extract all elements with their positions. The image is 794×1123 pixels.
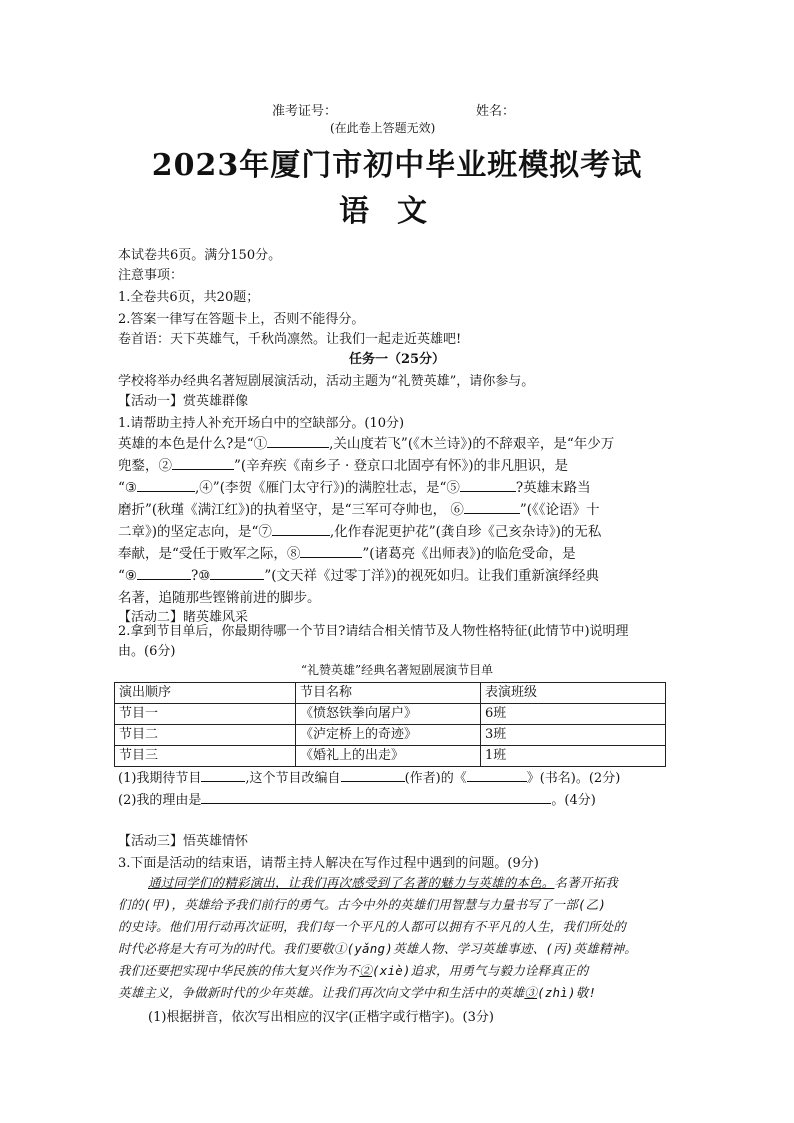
- answer-note: (在此卷上答题无效): [330, 121, 436, 135]
- blank-2[interactable]: [172, 457, 234, 470]
- activity2-heading: 【活动二】睹英雄风采: [118, 610, 249, 625]
- passage-line-6: 英雄主义，争做新时代的少年英雄。让我们再次向文学中和生活中的英雄③(zhì)敬!: [118, 985, 597, 1000]
- intro-line-2: 注意事项：: [118, 268, 184, 283]
- blank-author[interactable]: [341, 769, 405, 782]
- fill-line-4: 磨折”(秋瑾《满江红》)的执着坚守，是“三军可夺帅也， ⑥ ”(《《论语》十: [118, 502, 600, 518]
- question-3: 3.下面是活动的结束语，请帮主持人解决在写作过程中遇到的问题。(9分): [118, 856, 539, 871]
- fill-line-1: 英雄的本色是什么?是“① ,关山度若飞”(《木兰诗》)的不辞艰辛，是“年少万: [118, 436, 615, 452]
- intro-line-3: 1.全卷共6页，共20题；: [118, 290, 260, 305]
- table-cell: 节目二: [115, 725, 296, 746]
- activity3-heading: 【活动三】悟英雄情怀: [118, 834, 249, 849]
- fill-line-3: “③ ,④”(李贺《雁门太守行》)的满腔壮志，是“⑤ ?英雄末路当: [118, 480, 591, 496]
- table-cell: 1班: [481, 746, 666, 767]
- table-cell: 6班: [481, 704, 666, 725]
- intro-line-5: 卷首语：天下英雄气，千秋尚凛然。让我们一起走近英雄吧!: [118, 332, 462, 347]
- question-2-line-1: 2.拿到节目单后，你最期待哪一个节目?请结合相关情节及人物性格特征(此情节中)说明理: [118, 624, 629, 639]
- answer-line-1: (1)我期待节目 ,这个节目改编自 (作者)的《 》(书名)。(2分): [118, 771, 621, 786]
- intro-line-1: 本试卷共6页。满分150分。: [118, 248, 282, 263]
- question-1: 1.请帮助主持人补充开场白中的空缺部分。(10分): [118, 416, 405, 431]
- blank-9[interactable]: [137, 567, 191, 580]
- blank-1[interactable]: [267, 435, 329, 448]
- table-row: [115, 704, 666, 725]
- header-cell: 节目名称: [296, 683, 481, 704]
- table-cell: 节目一: [115, 704, 296, 725]
- table-cell: 《愤怒铁拳向屠户》: [296, 704, 481, 725]
- passage-line-4: 时代必将是大有可为的时代。我们要敬①(yǎng)英雄人物、学习英雄事迹、(丙)英雄精神。: [118, 941, 638, 956]
- table-cell: 《泸定桥上的奇迹》: [296, 725, 481, 746]
- blank-7[interactable]: [272, 523, 330, 536]
- answer-line-2: (2)我的理由是 。(4分): [118, 793, 596, 808]
- passage-line-2: 们的(甲)，英雄给予我们前行的勇气。古今中外的英雄们用智慧与力量书写了一部(乙): [118, 897, 607, 912]
- blank-3[interactable]: [137, 479, 195, 492]
- subject-title: 语文: [339, 194, 455, 229]
- blank-program[interactable]: [201, 769, 245, 782]
- task1-title: 任务一（25分）: [348, 352, 446, 367]
- sub-question-1: (1)根据拼音，依次写出相应的汉字(正楷字或行楷字)。(3分): [148, 1010, 494, 1025]
- name-label: 姓名：: [476, 104, 516, 119]
- table-cell: 节目三: [115, 746, 296, 767]
- blank-10[interactable]: [210, 567, 264, 580]
- blank-reason[interactable]: [201, 791, 551, 804]
- fill-line-7: “⑨ ?⑩ ”(文天祥《过零丁洋》)的视死如归。让我们重新演绎经典: [118, 568, 600, 584]
- header-cell: 演出顺序: [115, 683, 296, 704]
- table-caption: “礼赞英雄”经典名著短剧展演节目单: [300, 663, 494, 677]
- blank-book[interactable]: [467, 769, 527, 782]
- program-table: [114, 682, 666, 767]
- exam-number-label: 准考证号：: [272, 104, 338, 119]
- blank-6[interactable]: [464, 501, 520, 514]
- blank-5[interactable]: [460, 479, 516, 492]
- task1-intro: 学校将举办经典名著短剧展演活动，活动主题为“礼赞英雄”，请你参与。: [118, 374, 535, 389]
- passage-line-3: 的史诗。他们用行动再次证明，我们每一个平凡的人都可以拥有不平凡的人生，我们所处的: [118, 919, 627, 934]
- question-2-line-2: 由。(6分): [118, 644, 176, 659]
- passage-line-1: 通过同学们的精彩演出，让我们再次感受到了名著的魅力与英雄的本色。名著开拓我: [148, 875, 618, 890]
- fill-line-5: 二章》)的坚定志向，是“⑦ ,化作春泥更护花”(龚自珍《己亥杂诗》)的无私: [118, 524, 602, 540]
- page-title: 2023年厦门市初中毕业班模拟考试: [151, 148, 643, 183]
- table-row: [115, 725, 666, 746]
- table-cell: 3班: [481, 725, 666, 746]
- blank-8[interactable]: [300, 545, 362, 558]
- intro-line-4: 2.答案一律写在答题卡上，否则不能得分。: [118, 312, 365, 327]
- header-cell: 表演班级: [481, 683, 666, 704]
- table-cell: 《婚礼上的出走》: [296, 746, 481, 767]
- passage-line-5: 我们还要把实现中华民族的伟大复兴作为不②(xiè)追求，用勇气与毅力诠释真正的: [118, 963, 589, 978]
- activity1-heading: 【活动一】赏英雄群像: [118, 394, 249, 409]
- fill-line-6: 奉献，是“受任于败军之际，⑧ ”(诸葛亮《出师表》)的临危受命，是: [118, 546, 576, 562]
- fill-line-2: 兜鍪，② ”(辛弃疾《南乡子 · 登京口北固亭有怀》)的非凡胆识，是: [118, 458, 569, 474]
- table-header-row: [115, 683, 666, 704]
- table-row: [115, 746, 666, 767]
- fill-line-8: 名著，追随那些铿锵前进的脚步。: [118, 590, 321, 606]
